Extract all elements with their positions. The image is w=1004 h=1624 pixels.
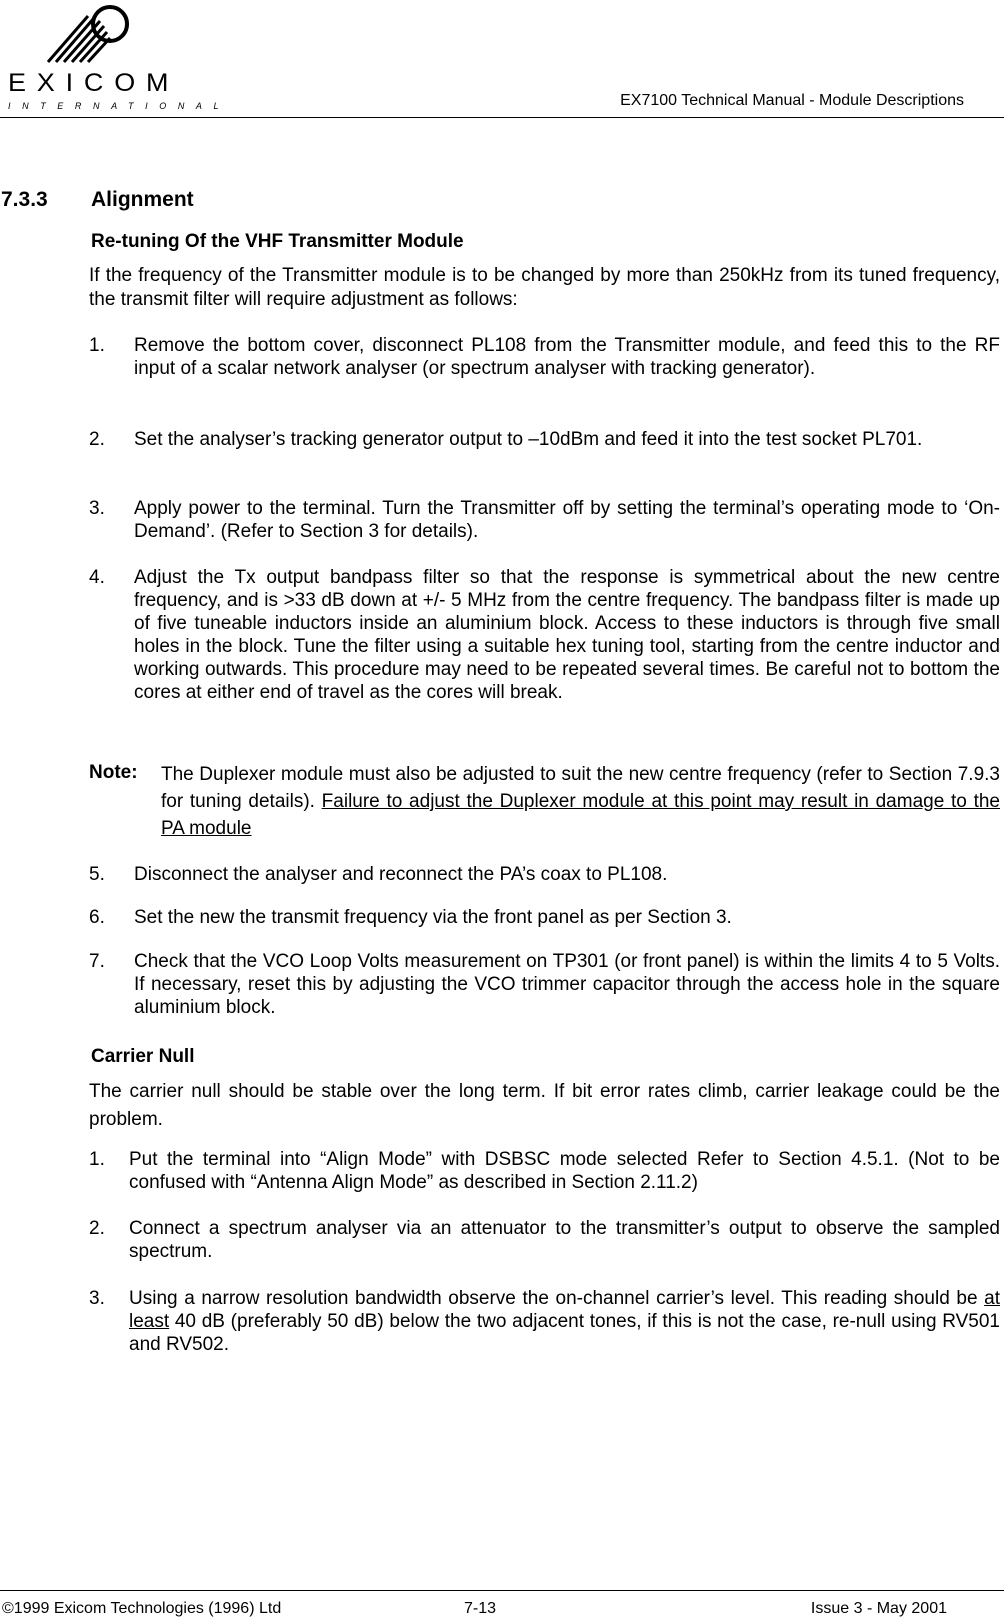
footer-page-number: 7-13 (464, 1600, 497, 1617)
footer-copyright: ©1999 Exicom Technologies (1996) Ltd (2, 1600, 282, 1617)
exicom-logo (4, 4, 231, 111)
footer-issue: Issue 3 - May 2001 (810, 1600, 947, 1617)
note-label: Note: (89, 762, 138, 783)
footer-divider (0, 1590, 1004, 1591)
emphasis-at-least: at least (129, 1288, 1000, 1332)
section-title: Alignment (91, 188, 194, 211)
carrier-null-heading: Carrier Null (91, 1046, 195, 1067)
header-divider (0, 117, 1004, 118)
logo-subtitle: INTERNATIONAL (8, 101, 231, 111)
section-heading (1, 188, 194, 212)
exicom-globe-icon (44, 4, 144, 68)
section-number: 7.3.3 (1, 188, 48, 211)
retuning-intro: If the frequency of the Transmitter module is to be changed by more than 250kHz from its tuned frequency, the transmit filter will require adjustment as follows: (89, 265, 1000, 310)
retuning-heading: Re-tuning Of the VHF Transmitter Module (91, 231, 464, 252)
document-title: EX7100 Technical Manual - Module Descriptions (620, 92, 964, 109)
note-text: The Duplexer module must also be adjusted to suit the new centre frequency (refer to Section 7.9.3 for tuning details). (161, 764, 1000, 812)
logo-wordmark: EXICOM (8, 69, 180, 97)
carrier-null-intro: The carrier null should be stable over the long term. If bit error rates climb, carrier leakage could be the problem. (89, 1081, 1000, 1130)
note-warning: Failure to adjust the Duplexer module at this point may result in damage to the PA module (161, 791, 1000, 839)
